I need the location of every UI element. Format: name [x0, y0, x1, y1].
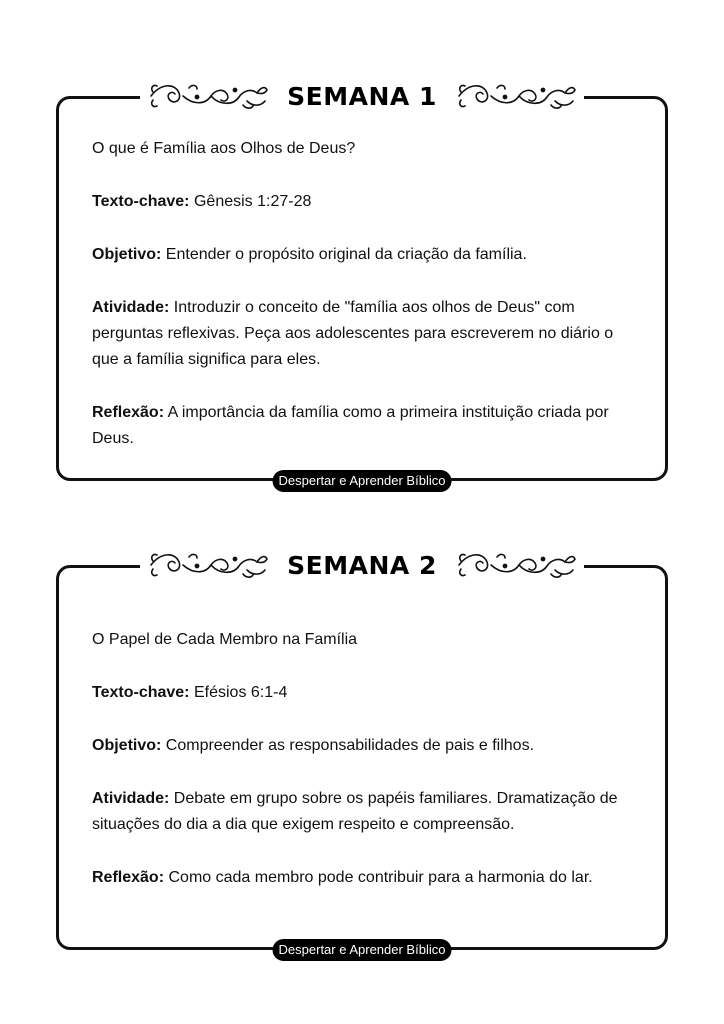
week-title: SEMANA 2: [287, 550, 437, 580]
objective-value: Entender o propósito original da criação da família.: [165, 246, 527, 263]
floral-flourish-icon: [455, 79, 577, 113]
activity-line: [92, 786, 628, 838]
week-content: [92, 627, 628, 918]
activity-label: Atividade:: [92, 299, 170, 316]
reflection-line: [92, 865, 628, 891]
week-card-1: [56, 81, 668, 488]
floral-flourish-icon: [147, 548, 269, 582]
brand-badge: Despertar e Aprender Bíblico: [273, 470, 452, 492]
objective-line: [92, 733, 628, 759]
objective-label: Objetivo:: [92, 737, 162, 754]
key-text-label: Texto-chave:: [92, 193, 190, 210]
reflection-label: Reflexão:: [92, 869, 165, 886]
objective-line: [92, 242, 628, 268]
week-title: SEMANA 1: [287, 81, 437, 111]
floral-flourish-icon: [455, 548, 577, 582]
floral-flourish-icon: [147, 79, 269, 113]
card-header: [140, 545, 584, 585]
key-text-line: [92, 189, 628, 215]
reflection-value: A importância da família como a primeira instituição criada por Deus.: [92, 404, 609, 447]
week-subtitle: O que é Família aos Olhos de Deus?: [92, 140, 356, 157]
key-text-label: Texto-chave:: [92, 684, 190, 701]
week-card-2: [56, 550, 668, 957]
card-header: [140, 76, 584, 116]
reflection-line: [92, 400, 628, 452]
week-subtitle: O Papel de Cada Membro na Família: [92, 631, 358, 648]
week-content: [92, 136, 628, 479]
activity-line: [92, 295, 628, 373]
brand-badge: Despertar e Aprender Bíblico: [273, 939, 452, 961]
reflection-label: Reflexão:: [92, 404, 165, 421]
key-text-value: Efésios 6:1-4: [193, 684, 288, 701]
key-text-line: [92, 680, 628, 706]
objective-value: Compreender as responsabilidades de pais e filhos.: [165, 737, 535, 754]
key-text-value: Gênesis 1:27-28: [193, 193, 312, 210]
activity-value: Debate em grupo sobre os papéis familiares. Dramatização de situações do dia a dia que exigem respeito e compreensão.: [92, 790, 618, 833]
activity-label: Atividade:: [92, 790, 170, 807]
reflection-value: Como cada membro pode contribuir para a harmonia do lar.: [168, 869, 593, 886]
activity-value: Introduzir o conceito de "família aos olhos de Deus" com perguntas reflexivas. Peça aos adolescentes para escreverem no diário o que a família significa para eles.: [92, 299, 614, 368]
objective-label: Objetivo:: [92, 246, 162, 263]
